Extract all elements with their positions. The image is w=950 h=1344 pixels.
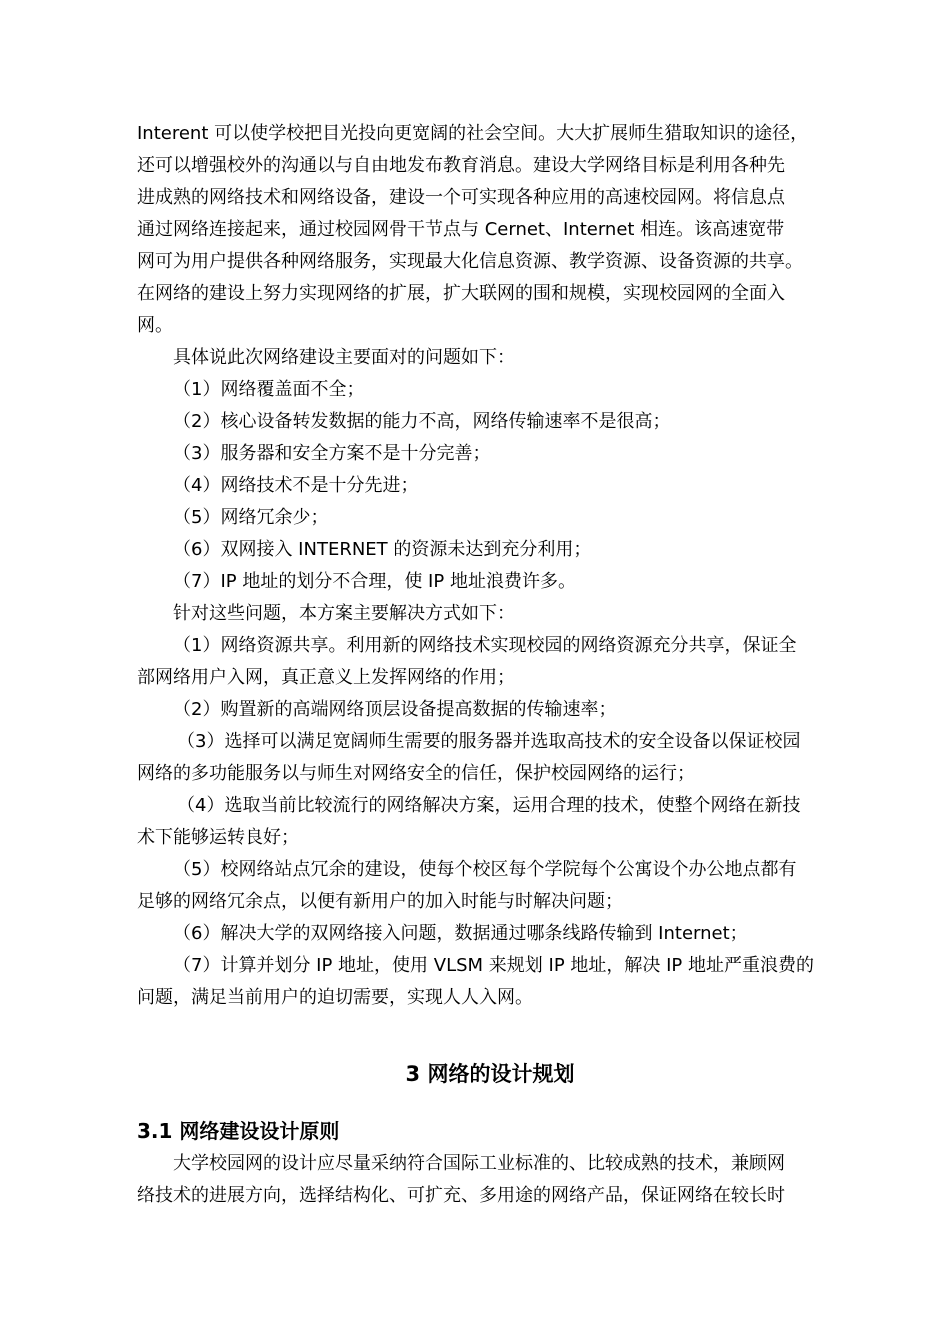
document-page xyxy=(137,118,843,1212)
text-line: 在网络的建设上努力实现网络的扩展，扩大联网的围和规模，实现校园网的全面入 xyxy=(137,283,785,304)
text-line: 还可以增强校外的沟通以与自由地发布教育消息。建设大学网络目标是利用各种先 xyxy=(137,155,785,176)
text-line: 络技术的进展方向，选择结构化、可扩充、多用途的网络产品，保证网络在较长时 xyxy=(137,1185,785,1206)
list-item: （7）计算并划分 IP 地址，使用 VLSM 来规划 IP 地址，解决 IP 地址严重浪费的 xyxy=(173,955,815,976)
text-line: 大学校园网的设计应尽量采纳符合国际工业标准的、比较成熟的技术，兼顾网 xyxy=(173,1153,785,1174)
chapter-heading: 3 网络的设计规划 xyxy=(405,1062,575,1086)
list-item: （3）选择可以满足宽阔师生需要的服务器并选取高技术的安全设备以保证校园 xyxy=(177,731,801,752)
text-line: 进成熟的网络技术和网络设备，建设一个可实现各种应用的高速校园网。将信息点 xyxy=(137,187,785,208)
intro-paragraph xyxy=(137,118,843,342)
list-item: （3）服务器和安全方案不是十分完善； xyxy=(173,443,491,464)
list-item-continuation: 足够的网络冗余点，以便有新用户的加入时能与时解决问题； xyxy=(137,891,623,912)
solutions-list xyxy=(137,630,843,1014)
list-item: （2）购置新的高端网络顶层设备提高数据的传输速率； xyxy=(173,699,617,720)
list-item-continuation: 术下能够运转良好； xyxy=(137,827,299,848)
section-paragraph xyxy=(137,1148,843,1212)
list-item-continuation: 问题，满足当前用户的迫切需要，实现人人入网。 xyxy=(137,987,533,1008)
list-item: （6）解决大学的双网络接入问题，数据通过哪条线路传输到 Internet； xyxy=(173,923,748,944)
list-item: （6）双网接入 INTERNET 的资源未达到充分利用； xyxy=(173,539,592,560)
list-item: （5）网络冗余少； xyxy=(173,507,329,528)
list-item-continuation: 网络的多功能服务以与师生对网络安全的信任，保护校园网络的运行； xyxy=(137,763,695,784)
text-line: 通过网络连接起来，通过校园网骨干节点与 Cernet、Internet 相连。该高速宽带 xyxy=(137,219,785,240)
list-item-continuation: 部网络用户入网，真正意义上发挥网络的作用； xyxy=(137,667,515,688)
problems-list xyxy=(137,374,843,598)
list-item: （1）网络覆盖面不全； xyxy=(173,379,365,400)
list-item: （4）网络技术不是十分先进； xyxy=(173,475,419,496)
list-item: （2）核心设备转发数据的能力不高，网络传输速率不是很高； xyxy=(173,411,671,432)
list-item: （5）校网络站点冗余的建设，使每个校区每个学院每个公寓设个办公地点都有 xyxy=(173,859,797,880)
text-line: 网可为用户提供各种网络服务，实现最大化信息资源、教学资源、设备资源的共享。 xyxy=(137,251,803,272)
text-line: Interent 可以使学校把目光投向更宽阔的社会空间。大大扩展师生猎取知识的途径， xyxy=(137,123,809,144)
section-heading: 3.1 网络建设设计原则 xyxy=(137,1119,340,1143)
problems-intro: 具体说此次网络建设主要面对的问题如下： xyxy=(173,347,515,368)
list-item: （1）网络资源共享。利用新的网络技术实现校园的网络资源充分共享，保证全 xyxy=(173,635,797,656)
solutions-intro: 针对这些问题，本方案主要解决方式如下： xyxy=(173,603,515,624)
text-line: 网。 xyxy=(137,315,173,336)
list-item: （4）选取当前比较流行的网络解决方案，运用合理的技术，使整个网络在新技 xyxy=(177,795,801,816)
list-item: （7）IP 地址的划分不合理，使 IP 地址浪费许多。 xyxy=(173,571,576,592)
